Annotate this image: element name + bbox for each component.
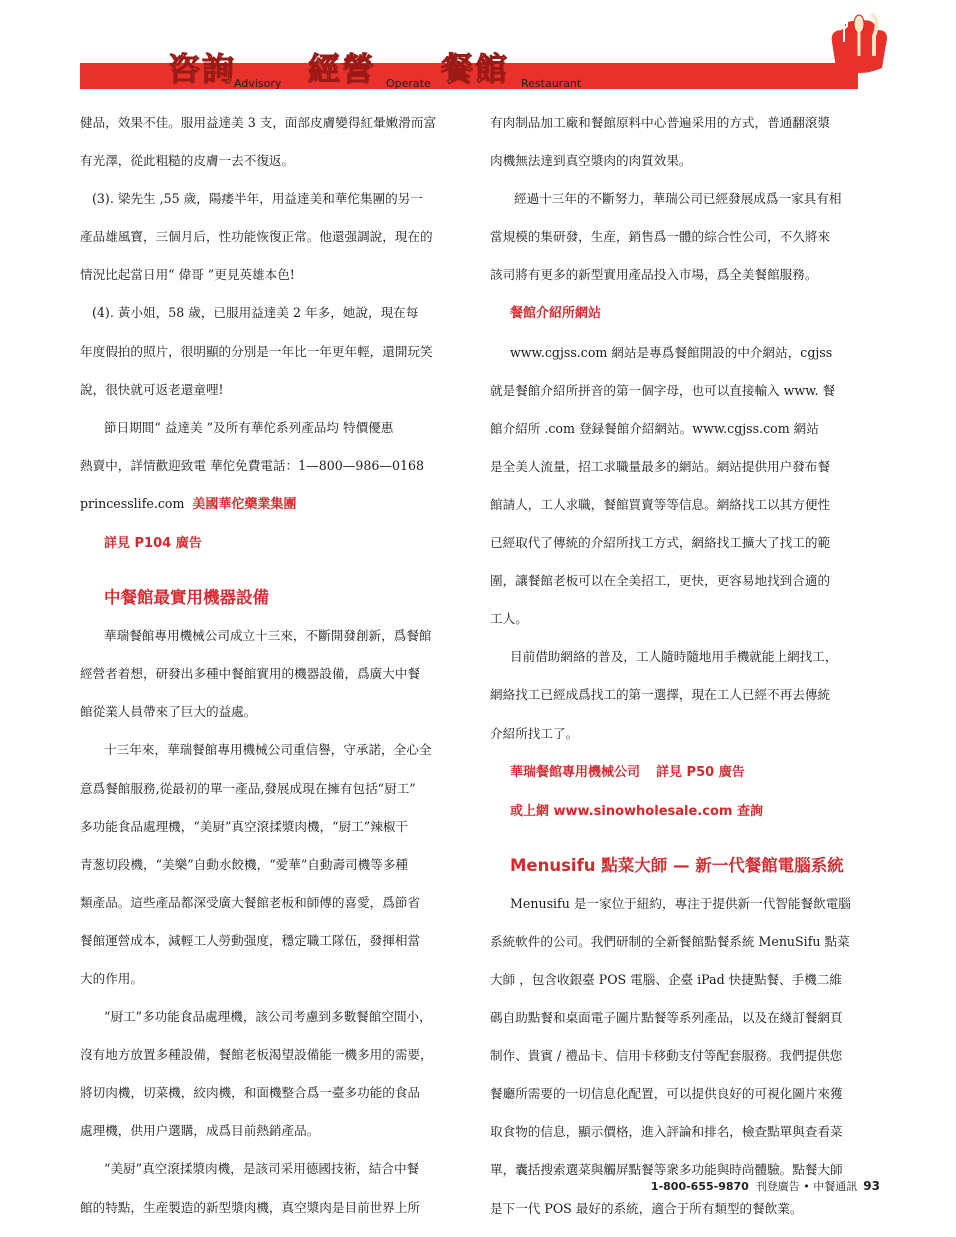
website-reference-text: 或上網 www.sinowholesale.com 查詢 <box>510 803 763 819</box>
paragraph-line: 說，很快就可返老還童哩! <box>80 381 224 397</box>
paragraph-line: 館請人，工人求職，餐館買賣等等信息。網絡找工以其方便性 <box>490 496 831 512</box>
paragraph-line: “厨工”多功能食品處理機，該公司考慮到多數餐館空間小， <box>104 1009 432 1025</box>
paragraph-line: 圍，讓餐館老板可以在全美招工，更快，更容易地找到合適的 <box>490 573 831 589</box>
section-heading-text: 餐館介紹所網站 <box>510 306 602 322</box>
right-column <box>490 104 882 1228</box>
paragraph-line: 意爲餐館服務,從最初的單一產品,發展成現在擁有包括“厨工” <box>80 780 416 796</box>
footer-phone: 1-800-655-9870 <box>650 1180 749 1193</box>
paragraph-line: 館介紹所 .com 登録餐館介紹網站。www.cgjss.com 網站 <box>490 420 819 436</box>
ad-reference-text: 詳見 P50 廣告 <box>656 764 745 780</box>
header-en-operate: Operate <box>386 77 431 90</box>
paragraph-line: 網絡找工已經成爲找工的第一選擇，現在工人已經不再去傳統 <box>490 687 831 703</box>
paragraph-line: 就是餐館介紹所拼音的第一個字母，也可以直接輸入 www. 餐 <box>490 382 836 398</box>
paragraph-line: 有光澤，從此粗糙的皮膚一去不復返。 <box>80 153 295 169</box>
paragraph-line: 大的作用。 <box>80 970 143 986</box>
paragraph-line: (3). 梁先生 ,55 歲，陽痿半年，用益達美和華佗集團的另一 <box>92 191 423 207</box>
paragraph-line: www.cgjss.com 網站是專爲餐館開設的中介網站，cgjss <box>510 344 833 360</box>
paragraph-line: 該司將有更多的新型實用產品投入市場，爲全美餐館服務。 <box>490 267 818 283</box>
page-number: 93 <box>863 1179 880 1193</box>
paragraph-line: 華瑞餐館專用機械公司成立十三來，不斷開發創新，爲餐館 <box>104 628 432 644</box>
article-heading: 中餐館最實用機器設備 <box>104 588 269 608</box>
left-column <box>80 104 472 1227</box>
ad-reference <box>490 753 882 792</box>
paragraph-line: 沒有地方放置多種設備，餐館老板渴望設備能一機多用的需要， <box>80 1047 433 1063</box>
paragraph-line: 餐館運營成本，減輕工人勞動强度，穩定職工隊伍，發揮相當 <box>80 932 421 948</box>
paragraph-line: 是下一代 POS 最好的系統，適合于所有類型的餐飲業。 <box>490 1200 803 1216</box>
paragraph-line: 館的特點，生産製造的新型漿肉機，真空漿肉是目前世界上所 <box>80 1199 421 1215</box>
ad-reference-text: 詳見 P104 廣告 <box>104 536 202 552</box>
paragraph-line: 經過十三年的不斷努力，華瑞公司已經發展成爲一家具有相 <box>514 191 842 207</box>
company-name: 美國華佗藥業集團 <box>192 496 297 512</box>
paragraph-line: 大師 ，包含收銀臺 POS 電腦、企臺 iPad 快捷點餐、手機二維 <box>490 971 843 987</box>
paragraph-line: 情況比起當日用“ 偉哥 ”更見英雄本色! <box>80 267 295 283</box>
header-en-advisory: Advisory <box>234 77 282 90</box>
paragraph-line: 熱賣中，詳情歡迎致電 華佗免費電話：1—800—986—0168 <box>80 457 425 473</box>
paragraph-line: 十三年來，華瑞餐館專用機械公司重信譽，守承諾，全心全 <box>104 742 432 758</box>
paragraph-line: 館從業人員帶來了巨大的益處。 <box>80 704 257 720</box>
header-en-restaurant: Restaurant <box>521 77 582 90</box>
website-reference <box>490 792 882 831</box>
paragraph-line: 當規模的集研發，生産，銷售爲一體的綜合性公司，不久將來 <box>490 229 831 245</box>
paragraph-line: 目前借助網絡的普及，工人隨時隨地用手機就能上網找工， <box>510 649 838 665</box>
paragraph-line: 取食物的信息，顯示價格，進入評論和排名，檢查點單與查看菜 <box>490 1124 843 1140</box>
section-heading <box>490 294 882 333</box>
paragraph-line: 餐廳所需要的一切信息化配置，可以提供良好的可視化圖片來獲 <box>490 1086 843 1102</box>
paragraph-line: 工人。 <box>490 611 528 627</box>
paragraph-line: 將切肉機，切菜機，絞肉機，和面機整合爲一臺多功能的食品 <box>80 1085 421 1101</box>
paragraph-line: 健品，效果不佳。服用益達美 3 支，面部皮膚變得紅暈嫩滑而富 <box>80 115 437 130</box>
company-name: 華瑞餐館專用機械公司 <box>510 764 641 780</box>
paragraph-line: 單，囊括搜索選菜與觸屏點餐等衆多功能與時尚體驗。點餐大師 <box>490 1162 843 1178</box>
header-cn-operate: 經營 <box>308 50 377 88</box>
paragraph-line: 產品雄風寶，三個月后，性功能恢復正常。他還强調說，現在的 <box>80 229 433 245</box>
paragraph-line: 類產品。這些產品都深受廣大餐館老板和師傅的喜愛，爲節省 <box>80 894 421 910</box>
chef-hat-utensils-icon <box>826 12 892 82</box>
paragraph-line: 有肉制品加工廠和餐館原料中心普遍采用的方式，普通翻滾漿 <box>490 115 831 130</box>
website-text: princesslife.com <box>80 495 185 511</box>
header-cn-advisory: 咨詢 <box>168 50 237 88</box>
article-heading: Menusifu 點菜大師 — 新一代餐館電腦系統 <box>510 855 844 875</box>
section-header <box>0 52 956 92</box>
paragraph-line: 肉機無法達到真空漿肉的肉質效果。 <box>490 153 692 169</box>
footer-publication: 刊登廣告 • 中餐通訊 <box>755 1180 858 1193</box>
paragraph-line: 系統軟件的公司。我們研制的全新餐館點餐系統 MenuSifu 點菜 <box>490 933 850 949</box>
header-cn-restaurant: 餐館 <box>441 50 510 88</box>
paragraph-line: 是全美人流量，招工求職量最多的網站。網站提供用户發布餐 <box>490 458 831 474</box>
paragraph-line: 碼自助點餐和桌面電子圖片點餐等系列產品，以及在綫訂餐網頁 <box>490 1010 843 1026</box>
paragraph-line: (4). 黃小姐，58 歲，已服用益達美 2 年多，她說，現在每 <box>92 305 419 321</box>
paragraph-line: Menusifu 是一家位于紐約，專注于提供新一代智能餐飲電腦 <box>510 895 851 911</box>
paragraph-line: 介紹所找工了。 <box>490 725 579 741</box>
paragraph-line: 處理機，供用户選購，成爲目前熱銷產品。 <box>80 1123 320 1139</box>
paragraph-line: 多功能食品處理機，“美厨”真空滾揉漿肉機，“厨工”辣椒干 <box>80 818 409 834</box>
paragraph-line: 制作、貴賓 / 禮品卡、信用卡移動支付等配套服務。我們提供您 <box>490 1048 843 1064</box>
paragraph-line: 已經取代了傳統的介紹所找工方式，網絡找工擴大了找工的範 <box>490 535 831 551</box>
paragraph-line: “美厨”真空滾揉漿肉機，是該司采用德國技術，結合中餐 <box>104 1161 420 1177</box>
paragraph-line <box>80 485 472 524</box>
paragraph-line: 節日期間“ 益達美 ”及所有華佗系列產品均 特價優惠 <box>104 419 394 435</box>
page-footer <box>650 1178 880 1196</box>
paragraph-line: 經營者着想，研發出多種中餐館實用的機器設備，爲廣大中餐 <box>80 666 421 682</box>
paragraph-line: 年度假拍的照片，很明顯的分別是一年比一年更年輕，還開玩笑 <box>80 343 433 359</box>
ad-reference <box>80 524 472 563</box>
paragraph-line: 青葱切段機，“美樂”自動水餃機，“愛華”自動壽司機等多種 <box>80 856 409 872</box>
